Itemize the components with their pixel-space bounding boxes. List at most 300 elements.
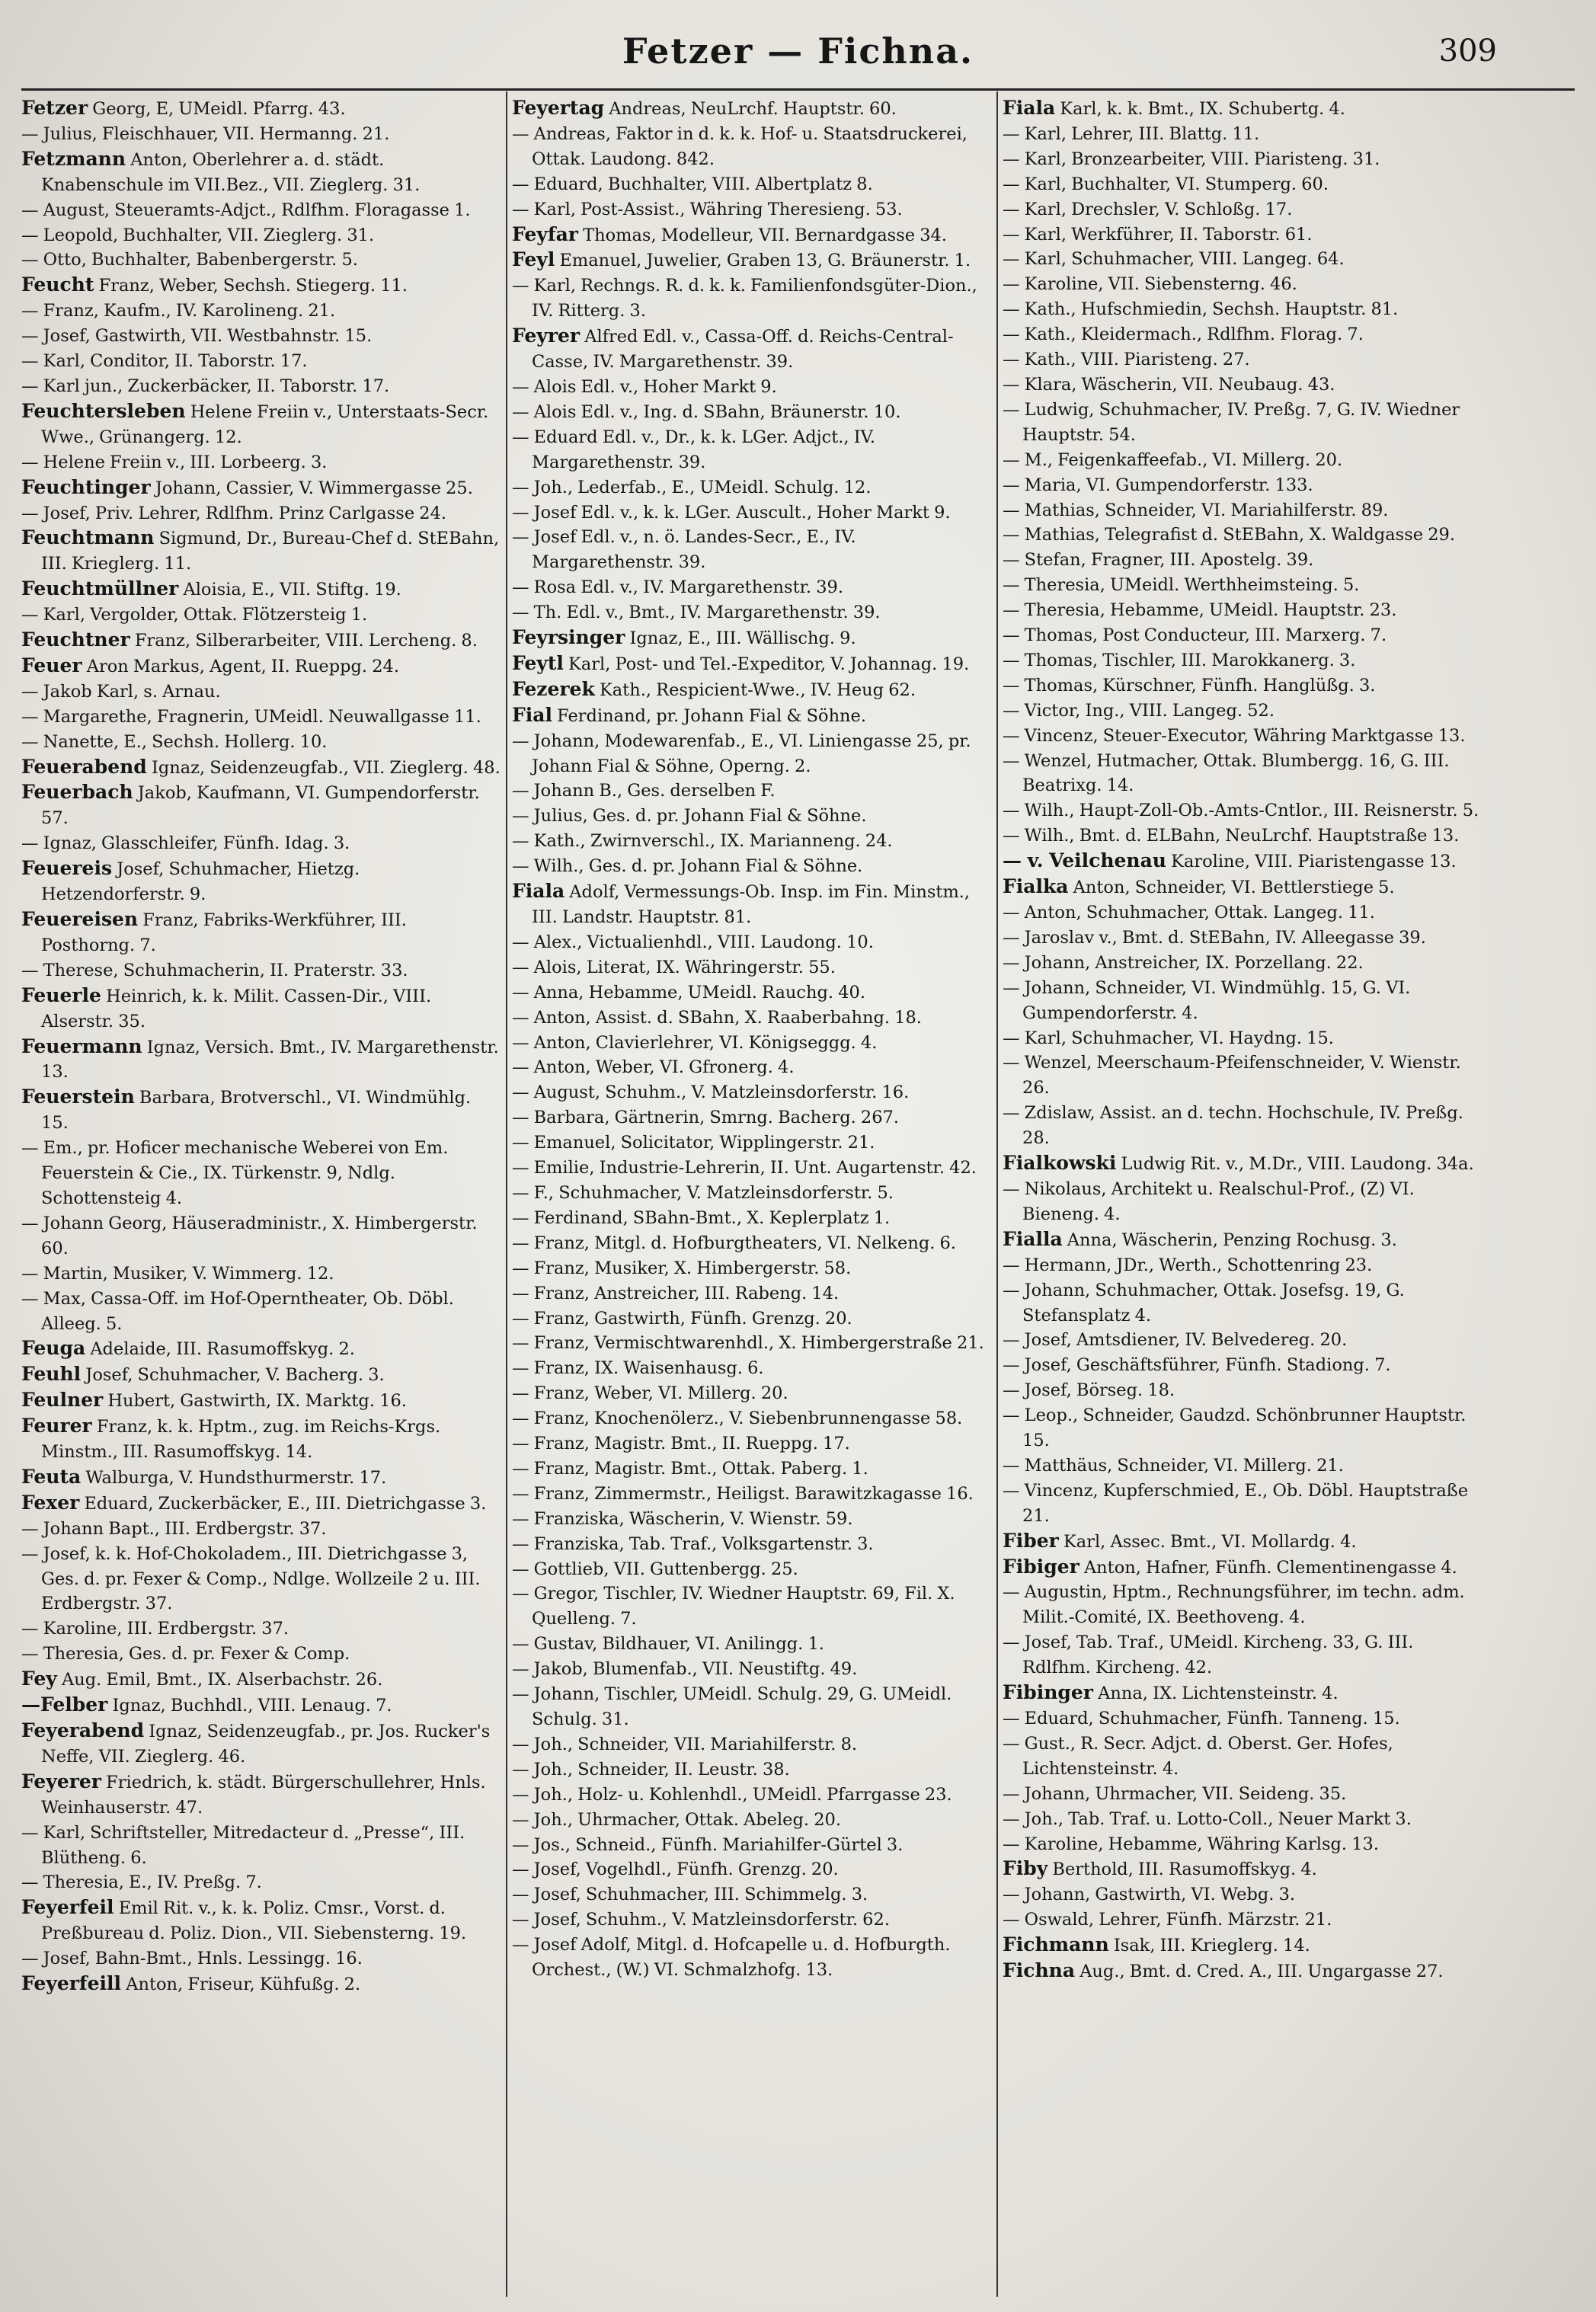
- entry-details: — Johann, Gastwirth, VI. Webg. 3.: [1003, 1885, 1296, 1905]
- entry-details: Anna, IX. Lichtensteinstr. 4.: [1098, 1684, 1339, 1704]
- directory-entry: [21, 122, 503, 147]
- entry-surname: Fiber: [1003, 1529, 1059, 1552]
- entry-details: — Theresia, UMeidl. Werthheimsteing. 5.: [1003, 575, 1360, 596]
- entry-surname: Feyerfeil: [21, 1896, 114, 1919]
- entry-surname: Feurer: [21, 1415, 92, 1437]
- entry-details: — Vincenz, Kupferschmied, E., Ob. Döbl. Hauptstraße 21.: [1003, 1480, 1469, 1526]
- directory-entry: [512, 1757, 993, 1783]
- directory-entry: [21, 1465, 503, 1491]
- directory-entry: [512, 1130, 993, 1156]
- directory-entry: [512, 1281, 993, 1306]
- directory-entry: [1003, 1807, 1486, 1832]
- entry-surname: Feuereisen: [21, 908, 139, 930]
- entry-details: Ignaz, Buchhdl., VIII. Lenaug. 7.: [112, 1696, 392, 1716]
- directory-entry: [21, 983, 503, 1034]
- directory-entry: [512, 1306, 993, 1332]
- entry-details: Heinrich, k. k. Milit. Cassen-Dir., VIII. Alserstr. 35.: [41, 986, 432, 1031]
- directory-entry: [21, 907, 503, 958]
- directory-entry: [1003, 272, 1486, 297]
- entry-details: Friedrich, k. städt. Bürgerschullehrer, Hnls. Weinhauserstr. 47.: [41, 1772, 486, 1818]
- entry-surname: — v. Veilchenau: [1003, 849, 1166, 872]
- entry-details: — Josef Edl. v., n. ö. Landes-Secr., E., IV. Margarethenstr. 39.: [512, 527, 856, 573]
- directory-entry: [21, 1971, 503, 1997]
- directory-entry: [1003, 1580, 1486, 1630]
- entry-details: — Johann B., Ges. derselben F.: [512, 781, 776, 801]
- entry-details: — Ignaz, Glasschleifer, Fünfh. Idag. 3.: [21, 833, 350, 854]
- entry-details: — Alex., Victualienhdl., VIII. Laudong. 10.: [512, 932, 874, 952]
- directory-entry: [1003, 322, 1486, 347]
- entry-surname: Feuchtersleben: [21, 399, 186, 422]
- directory-entry: [512, 1105, 993, 1130]
- entry-surname: Fiala: [1003, 97, 1056, 119]
- directory-entry: [1003, 1026, 1486, 1051]
- entry-details: — Johann, Schneider, VI. Windmühlg. 15, G. VI. Gumpendorferstr. 4.: [1003, 977, 1411, 1023]
- entry-details: — Emanuel, Solicitator, Wipplingerstr. 21.: [512, 1133, 875, 1153]
- directory-entry: [1003, 1328, 1486, 1353]
- directory-entry: [21, 1693, 503, 1719]
- directory-entry: [512, 1231, 993, 1256]
- entry-details: — Mathias, Schneider, VI. Mariahilferstr. 89.: [1003, 500, 1389, 520]
- entry-details: Aug. Emil, Bmt., IX. Alserbachstr. 26.: [61, 1670, 383, 1690]
- directory-entry: [21, 628, 503, 654]
- entry-details: — Josef, Geschäftsführer, Fünfh. Stadiong. 7.: [1003, 1355, 1391, 1376]
- directory-entry: [1003, 498, 1486, 523]
- directory-entry: [512, 375, 993, 400]
- entry-details: — Th. Edl. v., Bmt., IV. Margarethenstr. 39.: [512, 603, 881, 623]
- directory-entry: [1003, 523, 1486, 548]
- directory-entry: [21, 1616, 503, 1642]
- directory-entry: [1003, 1907, 1486, 1933]
- entry-details: Ignaz, Seidenzeugfab., VII. Zieglerg. 48.: [151, 757, 501, 778]
- directory-entry: [21, 1287, 503, 1337]
- directory-entry: [1003, 1151, 1486, 1177]
- directory-entry: [512, 1632, 993, 1657]
- directory-entry: [1003, 573, 1486, 598]
- column-divider: [506, 91, 507, 2297]
- directory-entry: [21, 1946, 503, 1971]
- directory-entry: [21, 1336, 503, 1362]
- entry-details: — Josef, Vogelhdl., Fünfh. Grenzg. 20.: [512, 1860, 839, 1880]
- entry-details: — Alois Edl. v., Ing. d. SBahn, Bräunerstr. 10.: [512, 401, 901, 422]
- entry-details: — Joh., Uhrmacher, Ottak. Abeleg. 20.: [512, 1809, 841, 1830]
- entry-details: — Wilh., Ges. d. pr. Johann Fial & Söhne.: [512, 856, 863, 877]
- directory-entry: [512, 703, 993, 729]
- directory-entry: [21, 248, 503, 273]
- entry-details: Berthold, III. Rasumoffskyg. 4.: [1052, 1860, 1317, 1880]
- entry-details: — Wilh., Bmt. d. ELBahn, NeuLrchf. Hauptstraße 13.: [1003, 826, 1460, 846]
- entry-details: Jakob, Kaufmann, VI. Gumpendorferstr. 57.: [41, 783, 480, 829]
- directory-entry: [512, 1331, 993, 1356]
- directory-entry: [21, 1542, 503, 1617]
- entry-details: — Ferdinand, SBahn-Bmt., X. Keplerplatz 1.: [512, 1207, 891, 1228]
- entry-details: Helene Freiin v., Unterstaats-Secr. Wwe., Grünangerg. 12.: [41, 401, 489, 447]
- entry-surname: Fibiger: [1003, 1555, 1079, 1578]
- entry-details: — Otto, Buchhalter, Babenbergerstr. 5.: [21, 250, 358, 270]
- directory-entry: [512, 425, 993, 475]
- entry-details: — Karl, Schriftsteller, Mitredacteur d. „Presse“, III. Blütheng. 6.: [21, 1822, 465, 1868]
- entry-details: — Franz, Magistr. Bmt., II. Rueppg. 17.: [512, 1434, 850, 1454]
- entry-surname: Fialla: [1003, 1227, 1063, 1250]
- entry-details: — Wilh., Haupt-Zoll-Ob.-Amts-Cntlor., III. Reisnerstr. 5.: [1003, 801, 1479, 821]
- entry-details: — Anton, Schuhmacher, Ottak. Langeg. 11.: [1003, 903, 1375, 923]
- entry-details: — Jakob Karl, s. Arnau.: [21, 681, 221, 702]
- directory-entry: [512, 1933, 993, 1983]
- entry-details: Franz, Silberarbeiter, VIII. Lercheng. 8.: [134, 631, 478, 651]
- entry-details: — Josef, Gastwirth, VII. Westbahnstr. 15.: [21, 326, 373, 347]
- directory-entry: [1003, 900, 1486, 926]
- entry-details: — Karl, Bronzearbeiter, VIII. Piaristeng. 31.: [1003, 149, 1380, 169]
- entry-details: — Nikolaus, Architekt u. Realschul-Prof., (Z) VI. Bieneng. 4.: [1003, 1178, 1415, 1224]
- directory-entry: [1003, 197, 1486, 222]
- entry-surname: Feuchtinger: [21, 475, 151, 498]
- entry-details: Aloisia, E., VII. Stiftg. 19.: [183, 580, 401, 600]
- directory-entry: [1003, 976, 1486, 1026]
- directory-entry: [512, 1833, 993, 1858]
- entry-details: — Joh., Schneider, VII. Mariahilferstr. 8.: [512, 1734, 858, 1754]
- entry-details: — Josef, k. k. Hof-Chokoladem., III. Dietrichgasse 3, Ges. d. pr. Fexer & Comp., Ndlge. Wollzeile 2 u. III. Erdbergstr. 37.: [21, 1543, 481, 1614]
- entry-details: — August, Steueramts-Adjct., Rdlfhm. Floragasse 1.: [21, 200, 471, 220]
- directory-entry: [1003, 926, 1486, 951]
- entry-details: — Jaroslav v., Bmt. d. StEBahn, IV. Alleegasse 39.: [1003, 927, 1426, 948]
- entry-surname: Feuchtner: [21, 628, 130, 651]
- entry-surname: Fexer: [21, 1491, 80, 1514]
- entry-surname: Fiala: [512, 880, 565, 903]
- directory-entry: [1003, 1706, 1486, 1732]
- entry-surname: Feytl: [512, 651, 564, 674]
- entry-details: Anna, Wäscherin, Penzing Rochusg. 3.: [1067, 1230, 1397, 1250]
- entry-surname: Feuermann: [21, 1034, 142, 1057]
- directory-entry: [512, 273, 993, 324]
- directory-entry: [21, 1262, 503, 1287]
- directory-entry: [1003, 724, 1486, 749]
- entry-details: — Eduard, Buchhalter, VIII. Albertplatz 8.: [512, 174, 873, 194]
- entry-details: — Leopold, Buchhalter, VII. Zieglerg. 31.: [21, 225, 375, 245]
- directory-entry: [512, 1532, 993, 1557]
- directory-entry: [21, 1770, 503, 1821]
- entry-details: — Barbara, Gärtnerin, Smrng. Bacherg. 267.: [512, 1108, 900, 1128]
- directory-entry: [512, 1557, 993, 1582]
- entry-details: Anton, Hafner, Fünfh. Clementinengasse 4.: [1083, 1557, 1457, 1578]
- entry-details: — Theresia, E., IV. Preßg. 7.: [21, 1872, 262, 1893]
- directory-entry: [21, 1388, 503, 1414]
- entry-details: — Therese, Schuhmacherin, II. Praterstr. 33.: [21, 960, 408, 980]
- directory-entry: [512, 930, 993, 955]
- directory-entry: [512, 222, 993, 248]
- entry-details: — Karl, Schuhmacher, VIII. Langeg. 64.: [1003, 249, 1345, 270]
- entry-details: — Johann Bapt., III. Erdbergstr. 37.: [21, 1518, 327, 1539]
- entry-details: — F., Schuhmacher, V. Matzleinsdorferstr. 5.: [512, 1182, 894, 1203]
- directory-entry: [512, 1457, 993, 1482]
- directory-entry: [21, 198, 503, 223]
- entry-details: Ignaz, Versich. Bmt., IV. Margarethenstr. 13.: [41, 1037, 499, 1082]
- entry-details: Anton, Oberlehrer a. d. städt. Knabenschule im VII.Bez., VII. Zieglerg. 31.: [41, 149, 421, 195]
- entry-surname: Feuer: [21, 654, 82, 676]
- entry-details: — Mathias, Telegrafist d. StEBahn, X. Waldgasse 29.: [1003, 525, 1455, 545]
- entry-details: — Jos., Schneid., Fünfh. Mariahilfer-Gürtel 3.: [512, 1834, 904, 1855]
- page-number: 309: [1438, 34, 1497, 69]
- directory-entry: [512, 651, 993, 677]
- entry-surname: Feuchtmann: [21, 526, 155, 549]
- directory-entry: [512, 500, 993, 526]
- directory-entry: [1003, 147, 1486, 172]
- directory-entry: [21, 856, 503, 907]
- directory-entry: [21, 1517, 503, 1542]
- entry-details: — Johann, Anstreicher, IX. Porzellang. 22.: [1003, 952, 1364, 973]
- directory-entry: [21, 831, 503, 856]
- page-header: [0, 30, 1596, 91]
- entry-surname: Feyrsinger: [512, 626, 625, 649]
- entry-details: — Thomas, Kürschner, Fünfh. Hanglüßg. 3.: [1003, 675, 1376, 696]
- entry-details: Georg, E, UMeidl. Pfarrg. 43.: [92, 99, 346, 119]
- entry-details: — Karl, Werkführer, II. Taborstr. 61.: [1003, 224, 1313, 245]
- directory-entry: [1003, 798, 1486, 823]
- directory-entry: [512, 1783, 993, 1808]
- directory-entry: [1003, 1529, 1486, 1555]
- entry-details: — Thomas, Tischler, III. Marokkanerg. 3.: [1003, 650, 1356, 670]
- entry-details: — Johann, Tischler, UMeidl. Schulg. 29, G. UMeidl. Schulg. 31.: [512, 1684, 952, 1729]
- entry-surname: Feuerstein: [21, 1086, 135, 1108]
- directory-entry: [1003, 1378, 1486, 1403]
- entry-details: — Karl, Vergolder, Ottak. Flötzersteig 1.: [21, 605, 368, 625]
- entry-details: — Josef, Schuhmacher, III. Schimmelg. 3.: [512, 1885, 868, 1905]
- entry-details: Anton, Friseur, Kühfußg. 2.: [126, 1975, 361, 1995]
- entry-details: — Kath., Zwirnverschl., IX. Marianneng. 24.: [512, 831, 893, 852]
- entry-details: — Anton, Assist. d. SBahn, X. Raaberbahng. 18.: [512, 1007, 922, 1028]
- entry-details: Adolf, Vermessungs-Ob. Insp. im Fin. Minstm., III. Landstr. Hauptstr. 81.: [532, 882, 971, 927]
- entry-details: Ignaz, E., III. Wällischg. 9.: [629, 628, 856, 649]
- entry-surname: Feyl: [512, 248, 555, 271]
- entry-details: — Franz, Gastwirth, Fünfh. Grenzg. 20.: [512, 1308, 852, 1329]
- entry-details: — Karl jun., Zuckerbäcker, II. Taborstr. 17.: [21, 376, 390, 396]
- entry-details: — Wenzel, Meerschaum-Pfeifenschneider, V. Wienstr. 26.: [1003, 1053, 1461, 1098]
- directory-entry: [21, 1491, 503, 1517]
- directory-entry: [512, 324, 993, 375]
- directory-entry: [1003, 473, 1486, 498]
- entry-details: — Karl, Conditor, II. Taborstr. 17.: [21, 351, 308, 372]
- entry-details: Eduard, Zuckerbäcker, E., III. Dietrichgasse 3.: [84, 1493, 487, 1514]
- entry-surname: Feyerfeill: [21, 1972, 122, 1995]
- directory-entry: [21, 374, 503, 399]
- directory-entry: [21, 1136, 503, 1211]
- entry-details: Thomas, Modelleur, VII. Bernardgasse 34.: [583, 225, 948, 245]
- directory-entry: [21, 1211, 503, 1262]
- entry-surname: Fialka: [1003, 875, 1069, 898]
- entry-details: — Josef, Amtsdiener, IV. Belvedereg. 20.: [1003, 1330, 1348, 1351]
- directory-entry: [1003, 673, 1486, 699]
- directory-entry: [1003, 1177, 1486, 1227]
- entry-details: Adelaide, III. Rasumoffskyg. 2.: [90, 1339, 355, 1360]
- entry-details: Ignaz, Seidenzeugfab., pr. Jos. Rucker's Neffe, VII. Zieglerg. 46.: [41, 1722, 491, 1767]
- entry-details: — Josef Adolf, Mitgl. d. Hofcapelle u. d. Hofburgth. Orchest., (W.) VI. Schmalzhofg. 13.: [512, 1935, 951, 1981]
- directory-entry: [512, 172, 993, 197]
- entry-details: — Josef, Tab. Traf., UMeidl. Kircheng. 33, G. III. Rdlfhm. Kircheng. 42.: [1003, 1632, 1414, 1678]
- directory-entry: [21, 475, 503, 501]
- entry-details: — Johann Georg, Häuseradministr., X. Himbergerstr. 60.: [21, 1213, 478, 1258]
- entry-details: — Karl, Rechngs. R. d. k. k. Familienfondsgüter-Dion., IV. Ritterg. 3.: [512, 276, 977, 321]
- entry-details: — Joh., Lederfab., E., UMeidl. Schulg. 12.: [512, 477, 872, 497]
- entry-details: — Julius, Ges. d. pr. Johann Fial & Söhne.: [512, 806, 867, 827]
- entry-details: — Emilie, Industrie-Lehrerin, II. Unt. Augartenstr. 42.: [512, 1158, 977, 1178]
- entry-surname: Feyertag: [512, 97, 605, 119]
- entry-details: Franz, Weber, Sechsh. Stiegerg. 11.: [98, 276, 408, 296]
- directory-entry: [512, 1181, 993, 1206]
- directory-entry: [1003, 1050, 1486, 1101]
- directory-entry: [1003, 247, 1486, 272]
- directory-entry: [21, 349, 503, 374]
- directory-entry: [1003, 598, 1486, 623]
- directory-entry: [1003, 648, 1486, 673]
- entry-surname: Feucht: [21, 273, 94, 296]
- entry-details: Ferdinand, pr. Johann Fial & Söhne.: [557, 705, 867, 726]
- directory-entry: [512, 854, 993, 879]
- directory-entry: [512, 1006, 993, 1031]
- entry-details: — Franz, Vermischtwarenhdl., X. Himbergerstraße 21.: [512, 1333, 984, 1354]
- directory-entry: [1003, 448, 1486, 473]
- directory-entry: [1003, 1278, 1486, 1329]
- entry-details: — Franz, IX. Waisenhausg. 6.: [512, 1358, 764, 1379]
- entry-surname: Feyfar: [512, 222, 578, 245]
- entry-details: — August, Schuhm., V. Matzleinsdorferstr. 16.: [512, 1082, 910, 1103]
- entry-surname: Fetzer: [21, 97, 88, 119]
- entry-details: — Franz, Mitgl. d. Hofburgtheaters, VI. Nelkeng. 6.: [512, 1233, 956, 1253]
- entry-details: — Matthäus, Schneider, VI. Millerg. 21.: [1003, 1455, 1344, 1476]
- directory-entry: [21, 1719, 503, 1770]
- directory-entry: [1003, 1353, 1486, 1378]
- entry-surname: Fichmann: [1003, 1933, 1109, 1956]
- entry-details: — Hermann, JDr., Werth., Schottenring 23.: [1003, 1255, 1373, 1275]
- entry-details: — Joh., Holz- u. Kohlenhdl., UMeidl. Pfarrgasse 23.: [512, 1784, 952, 1805]
- entry-details: — Margarethe, Fragnerin, UMeidl. Neuwallgasse 11.: [21, 706, 481, 727]
- entry-details: — Johann, Uhrmacher, VII. Seideng. 35.: [1003, 1783, 1347, 1804]
- directory-entry: [512, 955, 993, 980]
- entry-surname: —Felber: [21, 1693, 108, 1716]
- directory-entry: [512, 1431, 993, 1457]
- entry-details: — Max, Cassa-Off. im Hof-Operntheater, Ob. Döbl. Alleeg. 5.: [21, 1288, 454, 1334]
- directory-entry: [21, 273, 503, 299]
- entry-details: — Franz, Kaufm., IV. Karolineng. 21.: [21, 301, 336, 321]
- entry-details: — Josef Edl. v., k. k. LGer. Auscult., Hoher Markt 9.: [512, 502, 951, 523]
- entry-details: Walburga, V. Hundsthurmerstr. 17.: [85, 1467, 387, 1488]
- entry-surname: Fetzmann: [21, 147, 126, 170]
- entry-details: — Anton, Clavierlehrer, VI. Königseggg. 4.: [512, 1032, 878, 1053]
- directory-entry: [1003, 1933, 1486, 1959]
- directory-entry: [512, 1356, 993, 1381]
- directory-entry: [1003, 1959, 1486, 1984]
- entry-details: — Jakob, Blumenfab., VII. Neustiftg. 49.: [512, 1659, 858, 1680]
- directory-entry: [21, 958, 503, 983]
- directory-entry: [21, 577, 503, 603]
- directory-entry: [1003, 1856, 1486, 1882]
- directory-entry: [512, 729, 993, 779]
- directory-entry: [21, 755, 503, 781]
- directory-entry: [21, 501, 503, 526]
- directory-entry: [512, 829, 993, 854]
- entry-details: Emanuel, Juwelier, Graben 13, G. Bräunerstr. 1.: [559, 251, 971, 271]
- directory-entry: [1003, 1253, 1486, 1278]
- directory-entry: [1003, 1453, 1486, 1479]
- entry-surname: Fibinger: [1003, 1681, 1093, 1704]
- directory-entry: [1003, 849, 1486, 875]
- entry-details: — Kath., VIII. Piaristeng. 27.: [1003, 350, 1250, 370]
- directory-entry: [512, 525, 993, 575]
- entry-surname: Feuerbach: [21, 781, 133, 804]
- entry-details: — Alois, Literat, IX. Währingerstr. 55.: [512, 957, 836, 977]
- directory-entry: [512, 1206, 993, 1231]
- directory-entry: [512, 197, 993, 222]
- entry-details: — Alois Edl. v., Hoher Markt 9.: [512, 376, 777, 397]
- directory-entry: [1003, 1555, 1486, 1581]
- directory-entry: [1003, 749, 1486, 799]
- directory-entry: [21, 1895, 503, 1946]
- entry-details: — M., Feigenkaffeefab., VI. Millerg. 20.: [1003, 449, 1343, 470]
- directory-entry: [512, 400, 993, 425]
- entry-details: — Karoline, III. Erdbergstr. 37.: [21, 1619, 289, 1639]
- entry-details: — Rosa Edl. v., IV. Margarethenstr. 39.: [512, 577, 843, 598]
- directory-entry: [21, 324, 503, 349]
- entry-details: Aug., Bmt. d. Cred. A., III. Ungargasse 27.: [1079, 1962, 1444, 1982]
- directory-entry: [21, 223, 503, 248]
- entry-details: Barbara, Brotverschl., VI. Windmühlg. 15.: [41, 1088, 472, 1134]
- directory-entry: [1003, 1403, 1486, 1453]
- directory-entry: [512, 600, 993, 625]
- entry-details: — Karoline, Hebamme, Währing Karlsg. 13.: [1003, 1834, 1380, 1854]
- entry-details: Josef, Schuhmacher, Hietzg. Hetzendorferstr. 9.: [41, 859, 360, 905]
- entry-details: — Franz, Zimmermstr., Heiligst. Barawitzkagasse 16.: [512, 1483, 974, 1504]
- entry-surname: Feyerer: [21, 1770, 101, 1792]
- entry-details: — Josef, Schuhm., V. Matzleinsdorferstr. 62.: [512, 1910, 890, 1930]
- directory-entry: [1003, 222, 1486, 248]
- directory-entry: [21, 1414, 503, 1465]
- entry-details: Ludwig Rit. v., M.Dr., VIII. Laudong. 34a.: [1121, 1154, 1474, 1175]
- directory-entry: [512, 475, 993, 500]
- directory-entry: [21, 1870, 503, 1895]
- entry-surname: Fialkowski: [1003, 1152, 1117, 1175]
- entry-surname: Fezerek: [512, 677, 595, 700]
- entry-details: — Karl, Schuhmacher, VI. Haydng. 15.: [1003, 1028, 1334, 1048]
- directory-entry: [512, 1482, 993, 1507]
- directory-entry: [512, 1507, 993, 1532]
- entry-surname: Fichna: [1003, 1959, 1076, 1982]
- entry-details: Franz, Fabriks-Werkführer, III. Posthorng. 7.: [41, 910, 407, 955]
- entry-details: — Andreas, Faktor in d. k. k. Hof- u. Staatsdruckerei, Ottak. Laudong. 842.: [512, 123, 968, 169]
- entry-surname: Feyerabend: [21, 1719, 145, 1741]
- entry-details: — Franz, Musiker, X. Himbergerstr. 58.: [512, 1258, 852, 1278]
- directory-entry: [512, 625, 993, 651]
- directory-entry: [512, 779, 993, 804]
- entry-details: Franz, k. k. Hptm., zug. im Reichs-Krgs. Minstm., III. Rasumoffskyg. 14.: [41, 1417, 441, 1463]
- entry-details: — Theresia, Ges. d. pr. Fexer & Comp.: [21, 1644, 350, 1664]
- entry-details: — Johann, Modewarenfab., E., VI. Liniengasse 25, pr. Johann Fial & Söhne, Operng. 2.: [512, 731, 971, 776]
- entry-details: Isak, III. Krieglerg. 14.: [1113, 1936, 1310, 1956]
- entry-details: — Martin, Musiker, V. Wimmerg. 12.: [21, 1263, 334, 1284]
- entry-details: — Karl, Buchhalter, VI. Stumperg. 60.: [1003, 174, 1329, 194]
- entry-details: Karl, Assec. Bmt., VI. Mollardg. 4.: [1063, 1531, 1357, 1552]
- directory-entry: [21, 780, 503, 831]
- directory-entry: [512, 1907, 993, 1933]
- directory-entry: [512, 1156, 993, 1181]
- entry-details: Emil Rit. v., k. k. Poliz. Cmsr., Vorst. d. Preßbureau d. Poliz. Dion., VII. Siebensterng. 19.: [41, 1898, 467, 1944]
- directory-entry: [21, 1085, 503, 1136]
- directory-entry: [1003, 1732, 1486, 1782]
- directory-entry: [1003, 623, 1486, 648]
- directory-entry: [512, 1256, 993, 1281]
- entry-surname: Feuerabend: [21, 755, 147, 778]
- column-divider: [996, 91, 998, 2297]
- directory-entry: [21, 1821, 503, 1871]
- directory-entry: [512, 1581, 993, 1632]
- entry-details: — Franziska, Wäscherin, V. Wienstr. 59.: [512, 1508, 853, 1529]
- entry-details: — Oswald, Lehrer, Fünfh. Märzstr. 21.: [1003, 1910, 1332, 1930]
